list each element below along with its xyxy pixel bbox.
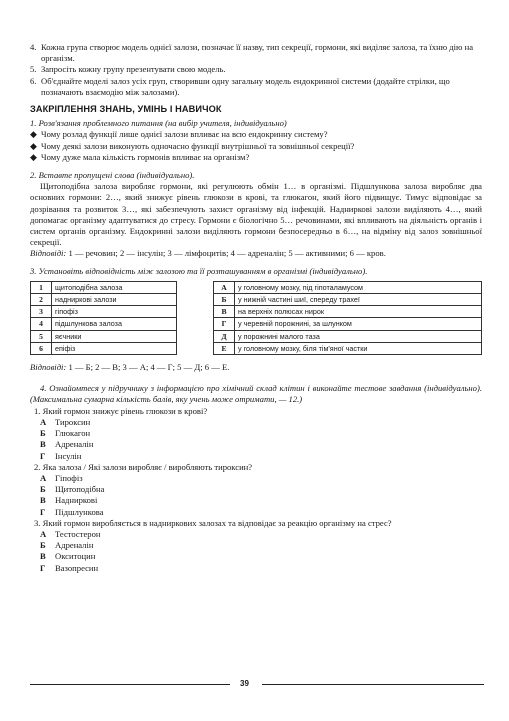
question-text: 2. Яка залоза / Які залози виробляє / виробляють тироксин? [34,461,253,472]
option-letter: Г [40,562,46,573]
answer-option [40,484,482,495]
table-row [31,306,177,318]
option-letter: В [40,495,46,506]
bullet-diamond-icon: ◆ [30,151,37,162]
table-cell-key: 4 [31,318,52,330]
task2-text: Щитоподібна залоза виробляє гормони, які регулюють обмін 1… в організмі. Підшлункова залоза виробляє два основних гормони: 2…, який знижує рівень глюкози в крові, та глюкагон, який його підвищує. Тимус відповідає за дозрівання та розвиток 3…, які забезпечують захист організму від інфекцій. Надниркові залози виділяють 4…, який допомагає організму адаптуватися до стресу. Гормони є біологічно 5… речовинами, які впливають на діяльність органів і систем органів організму. Ендокринні залози виділяють гормони безпосередньо в 6…, на відміну від залоз зовнішньої секреції. [30,181,482,248]
answer-text: 1 — Б; 2 — В; 3 — А; 4 — Г; 5 — Д; 6 — Е. [66,362,230,373]
option-letter: А [40,416,47,427]
answer-option [40,529,482,540]
table-cell-value: гіпофіз [52,306,177,318]
bullet-question-text: Чому розлад функції лише однієї залози впливає на всю ендокринну систему? [41,129,328,140]
option-text: Тестостерон [55,528,101,539]
section-heading: ЗАКРІПЛЕННЯ ЗНАНЬ, УМІНЬ І НАВИЧОК [30,104,222,115]
table-cell-key: Г [214,318,235,330]
page-number: 39 [240,679,249,688]
bullet-diamond-icon: ◆ [30,129,37,140]
table-cell-value: епіфіз [52,342,177,354]
table-cell-value: щитоподібна залоза [52,281,177,293]
table-cell-key: 5 [31,330,52,342]
table-cell-key: В [214,306,235,318]
table-cell-key: 3 [31,306,52,318]
answer-option [40,563,482,574]
task4-title: 4. Ознайомтеся у підручнику з інформацією про хімічний склад клітин і виконайте тестове завдання (індивідуально). (Максимальна сумарна кількість балів, яку учень може отримати, — 12.) [30,383,482,405]
option-letter: Б [40,540,46,551]
table-cell-key: 2 [31,294,52,306]
list-item-number: 4. [30,42,37,52]
option-text: Окситоцин [55,551,96,562]
option-letter: В [40,551,46,562]
list-item [30,42,482,64]
table-cell-value: у черевній порожнині, за шлунком [235,318,482,330]
table-row [31,281,177,293]
option-letter: А [40,528,47,539]
table-row [31,318,177,330]
option-text: Інсулін [55,450,82,461]
answer-option [40,495,482,506]
answer-options [40,417,482,462]
table-cell-key: Д [214,330,235,342]
table-row [214,281,482,293]
answer-label: Відповіді: [30,248,67,259]
list-item [30,76,482,98]
bullet-question-text: Чому дуже мала кількість гормонів впливає на організм? [41,151,250,162]
answer-label: Відповіді: [30,362,67,373]
task3-title: 3. Установіть відповідність між залозою та її розташуванням в організмі (індивідуально). [30,265,368,276]
option-letter: В [40,439,46,450]
table-cell-value: надниркові залози [52,294,177,306]
footer-divider-left [30,684,230,685]
table-cell-key: 6 [31,342,52,354]
option-letter: Г [40,450,46,461]
page-content [30,42,482,574]
table-cell-value: у порожнині малого таза [235,330,482,342]
answer-option [40,507,482,518]
table-row [31,294,177,306]
table-row [214,306,482,318]
option-text: Адреналін [55,540,94,551]
table-cell-value: підшлункова залоза [52,318,177,330]
question-text: 3. Який гормон виробляється в надниркових залозах та відповідає за реакцію організму на стрес? [34,517,392,528]
test-question [30,462,482,518]
answer-option [40,540,482,551]
list-item [30,64,482,75]
intro-list [30,42,482,98]
option-letter: Г [40,506,46,517]
table-row [214,318,482,330]
table-cell-value: яєчники [52,330,177,342]
table-row [214,330,482,342]
locations-table [213,281,482,355]
task3-answer [30,362,482,373]
list-item-text: Об'єднайте моделі залоз усіх груп, створивши одну загальну модель ендокринної системи (додайте стрілки, що позначають взаємодію між залозами). [41,75,450,97]
option-text: Підшлункова [55,506,104,517]
table-cell-value: на верхніх полюсах нирок [235,306,482,318]
table-row [214,294,482,306]
option-letter: Б [40,428,46,439]
list-item-number: 6. [30,75,37,86]
answer-text: 1 — речовин; 2 — інсулін; 3 — лімфоцитів; 4 — адреналін; 5 — активними; 6 — кров. [66,248,386,259]
list-item-number: 5. [30,64,37,75]
option-text: Тироксин [55,416,91,427]
table-row [214,342,482,354]
list-item-text: Кожна група створює модель однієї залози, позначає її назву, тип секреції, гормони, які виділяє залоза, та їхню дію на організм. [41,42,474,64]
option-letter: А [40,472,47,483]
option-text: Адреналін [55,439,94,450]
answer-option [40,428,482,439]
answer-option [40,551,482,562]
table-row [31,342,177,354]
bullet-question [30,141,482,152]
option-text: Глюкагон [55,428,91,439]
answer-option [40,439,482,450]
table-cell-key: А [214,281,235,293]
table-cell-key: 1 [31,281,52,293]
task2-answer [30,248,482,259]
table-cell-key: Б [214,294,235,306]
bullet-diamond-icon: ◆ [30,140,37,151]
answer-option [40,417,482,428]
answer-options [40,529,482,574]
footer-divider-right [262,684,484,685]
answer-options [40,473,482,518]
option-text: Щитоподібна [55,484,105,495]
list-item-text: Запросіть кожну групу презентувати свою модель. [41,64,226,75]
task2-title: 2. Вставте пропущені слова (індивідуально). [30,170,195,181]
bullet-question [30,129,482,140]
question-text: 1. Який гормон знижує рівень глюкози в крові? [34,405,208,416]
option-text: Надниркові [55,495,98,506]
table-row [31,330,177,342]
test-question [30,518,482,574]
table-cell-key: Е [214,342,235,354]
bullet-question-text: Чому деякі залози виконують одночасно функції внутрішньої та зовнішньої секреції? [41,140,355,151]
option-letter: Б [40,484,46,495]
test-question [30,406,482,462]
bullet-question [30,152,482,163]
matching-tables [30,281,482,355]
task1-title: 1. Розв'язання проблемного питання (на вибір учителя, індивідуально) [30,118,287,129]
glands-table [30,281,177,355]
table-cell-value: у нижній частині шиї, спереду трахеї [235,294,482,306]
answer-option [40,473,482,484]
table-cell-value: у головному мозку, під гіпоталамусом [235,281,482,293]
option-text: Гіпофіз [55,472,83,483]
option-text: Вазопресин [55,562,99,573]
answer-option [40,451,482,462]
table-cell-value: у головному мозку, біля тім'яної частки [235,342,482,354]
